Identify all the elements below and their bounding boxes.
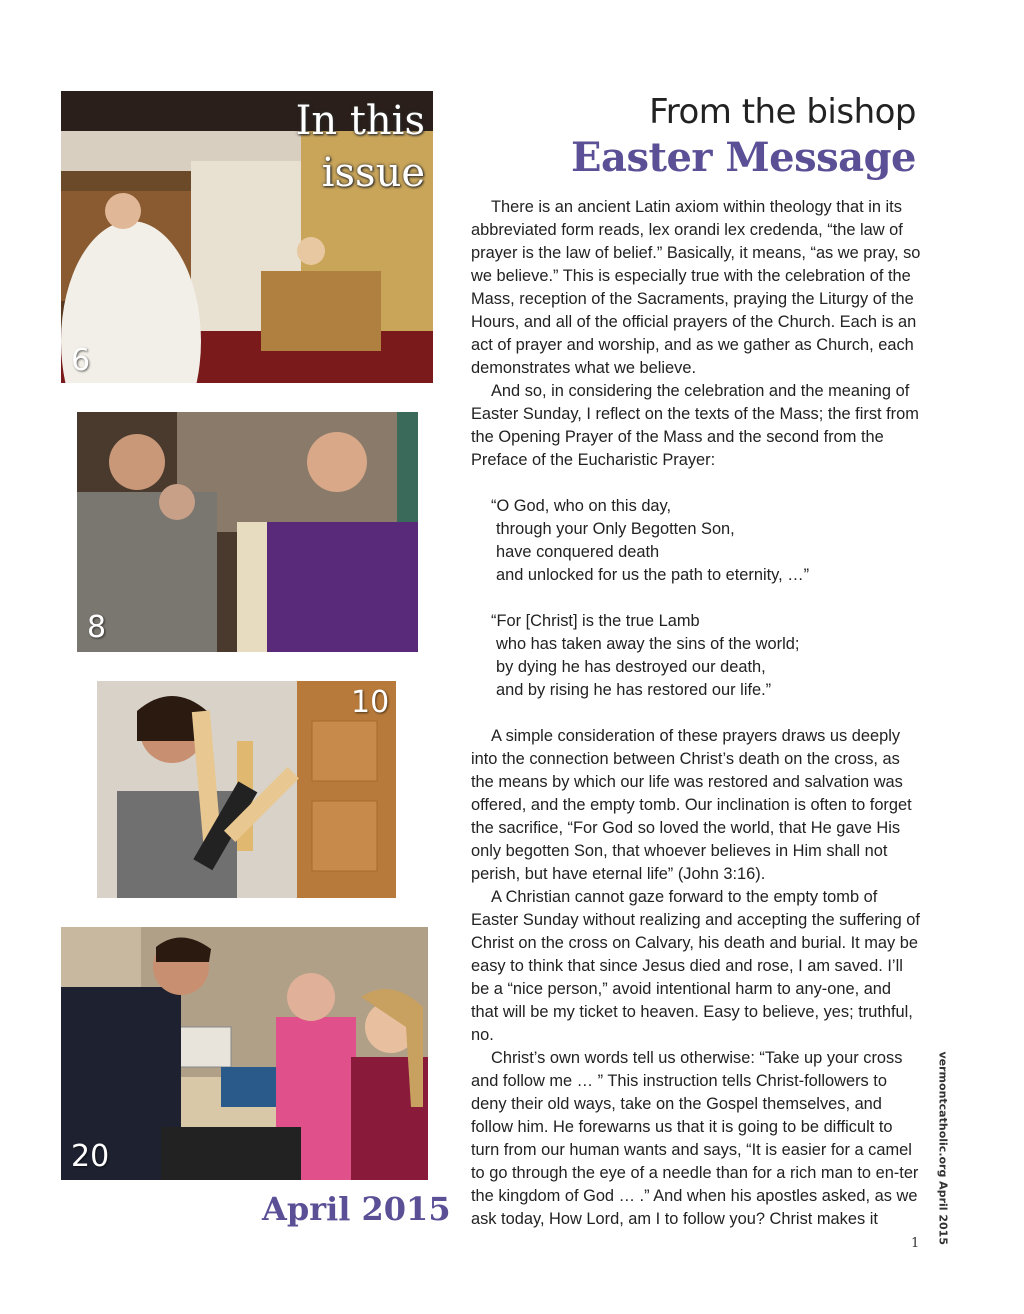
in-this-issue-line2: issue [321,150,425,196]
photo-ash-wednesday [77,412,418,652]
photo-page-number: 6 [71,343,91,378]
photo-gym-image [61,927,428,1180]
article-body [471,196,921,1231]
photo-gym-group [61,927,428,1180]
quote-line: have conquered death [496,543,660,561]
paragraph: Christ’s own words tell us otherwise: “Take up your cross and follow me … ” This instruction tells Christ-followers to deny their old ways, take on the Gospel themselves, and follow him. He forewarns us that it is going to be difficult to turn from our human wants and says, “It is easier for a camel to go through the eye of a needle than for a rich man to en-ter the kingdom of God … .” And when his apostles asked, as we ask today, How Lord, am I to follow you? Christ makes it [471,1049,919,1228]
prayer-quote-preface [491,610,921,702]
quote-line: “O God, who on this day, [491,497,672,515]
quote-line: by dying he has destroyed our death, [496,658,766,676]
paragraph: A simple consideration of these prayers draws us deeply into the connection between Christ’s death on the cross, as the means by which our life was restored and salvation was offered, and the empty tomb. Our inclination is often to forget the sacrifice, “For God so loved the world, that He gave His only begotten Son, that whoever believes in Him shall not perish, but have eternal life” (John 3:16). [471,727,912,883]
photo-page-number: 20 [71,1139,110,1174]
side-footer [934,1051,950,1245]
quote-line: who has taken away the sins of the world; [496,635,800,653]
quote-line: and by rising he has restored our life.” [496,681,772,699]
photo-page-number: 10 [351,685,390,720]
quote-line: and unlocked for us the path to eternity, …” [496,566,810,584]
photo-pope-incensing [61,91,433,383]
paragraph: There is an ancient Latin axiom within theology that in its abbreviated form reads, lex orandi lex credenda, “the law of prayer is the law of belief.” Basically, it means, “as we pray, so we believe.” This is especially true with the celebration of the Mass, reception of the Sacraments, praying the Liturgy of the Hours, and all of the official prayers of the Church. Each is an act of prayer and worship, and as we gather as Church, each demonstrates what we believe. [471,198,921,377]
quote-line: “For [Christ] is the true Lamb [491,612,700,630]
article-headline: Easter Message [571,134,916,181]
prayer-quote-opening [491,495,921,587]
photo-ash-wednesday-image [77,412,418,652]
in-this-issue-heading [296,95,425,199]
photo-girl-rolling-pins [97,681,396,898]
section-kicker: From the bishop [649,92,916,132]
paragraph: And so, in considering the celebration and the meaning of Easter Sunday, I reflect on the texts of the Mass; the first from the Opening Prayer of the Mass and the second from the Preface of the Eucharistic Prayer: [471,382,919,469]
paragraph: A Christian cannot gaze forward to the empty tomb of Easter Sunday without realizing and accepting the suffering of Christ on the cross on Calvary, his death and burial. It may be easy to think that since Jesus died and rose, I am saved. I’ll be a “nice person,” avoid intentional harm to any-one, and that will be my ticket to heaven. Easy to believe, yes; truthful, no. [471,888,920,1044]
issue-date: April 2015 [262,1190,451,1228]
in-this-issue-line1: In this [295,98,425,144]
page-number: 1 [911,1236,920,1251]
quote-line: through your Only Begotten Son, [496,520,735,538]
photo-page-number: 8 [87,610,107,645]
side-footer-text: vermontcatholic.org April 2015 [936,1051,950,1245]
